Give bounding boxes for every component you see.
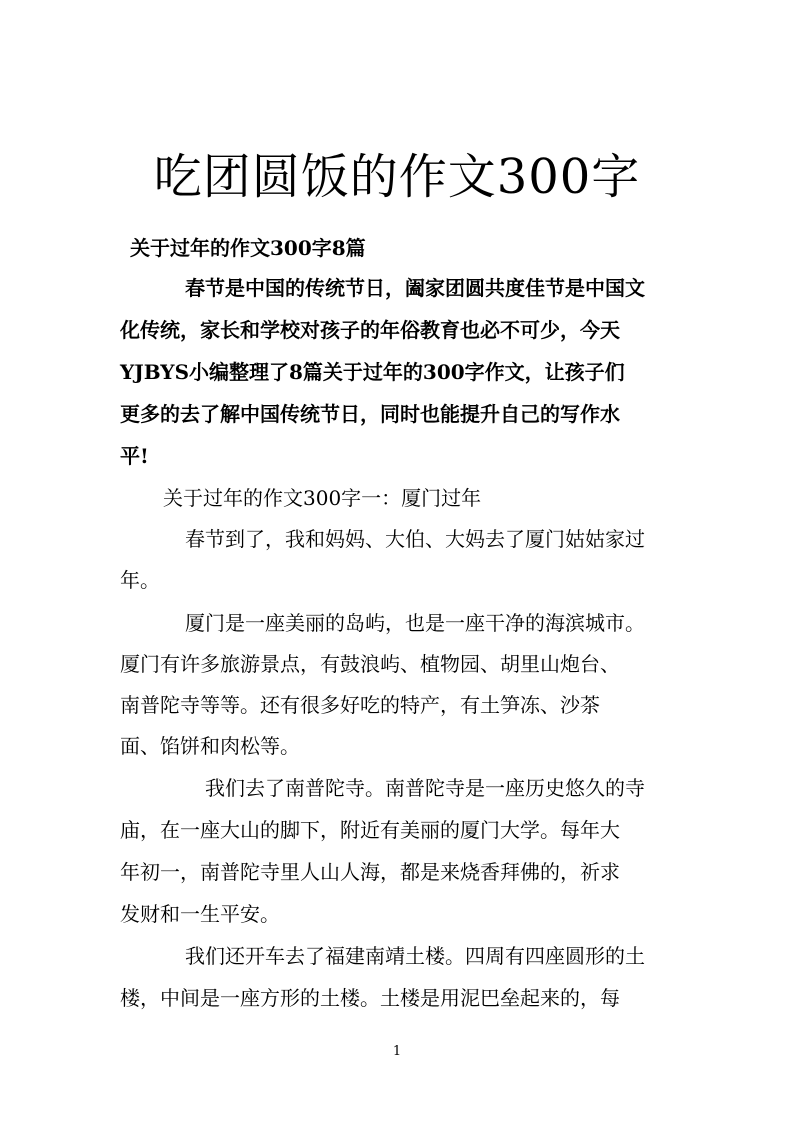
- paragraph-line: 我们还开车去了福建南靖土楼。四周有四座圆形的土: [185, 944, 645, 968]
- paragraph-line: 春节到了，我和妈妈、大伯、大妈去了厦门姑姑家过: [185, 527, 645, 551]
- paragraph-line: 庙，在一座大山的脚下，附近有美丽的厦门大学。每年大: [120, 818, 620, 842]
- paragraph-line: 楼，中间是一座方形的土楼。土楼是用泥巴垒起来的，每: [120, 986, 620, 1010]
- document-subtitle: 关于过年的作文300字8篇: [130, 236, 366, 260]
- intro-line: 平!: [120, 444, 149, 468]
- paragraph-line: 发财和一生平安。: [120, 902, 280, 926]
- paragraph-line: 我们去了南普陀寺。南普陀寺是一座历史悠久的寺: [205, 776, 645, 800]
- intro-line: 化传统，家长和学校对孩子的年俗教育也必不可少，今天: [120, 318, 620, 342]
- intro-line: 春节是中国的传统节日，阖家团圆共度佳节是中国文: [185, 276, 645, 300]
- intro-line: YJBYS小编整理了8篇关于过年的300字作文，让孩子们: [120, 360, 625, 384]
- paragraph-line: 南普陀寺等等。还有很多好吃的特产，有土笋冻、沙茶: [120, 693, 600, 717]
- paragraph-line: 厦门有许多旅游景点，有鼓浪屿、植物园、胡里山炮台、: [120, 652, 620, 676]
- intro-line: 更多的去了解中国传统节日，同时也能提升自己的写作水: [120, 402, 620, 426]
- paragraph-line: 年。: [120, 568, 160, 592]
- paragraph-line: 面、馅饼和肉松等。: [120, 734, 300, 758]
- paragraph-line: 年初一，南普陀寺里人山人海，都是来烧香拜佛的，祈求: [120, 860, 620, 884]
- section-heading: 关于过年的作文300字一：厦门过年: [163, 486, 482, 510]
- paragraph-line: 厦门是一座美丽的岛屿，也是一座干净的海滨城市。: [185, 611, 645, 635]
- page-number: 1: [392, 1044, 402, 1059]
- document-title: 吃团圆饭的作文300字: [153, 149, 641, 205]
